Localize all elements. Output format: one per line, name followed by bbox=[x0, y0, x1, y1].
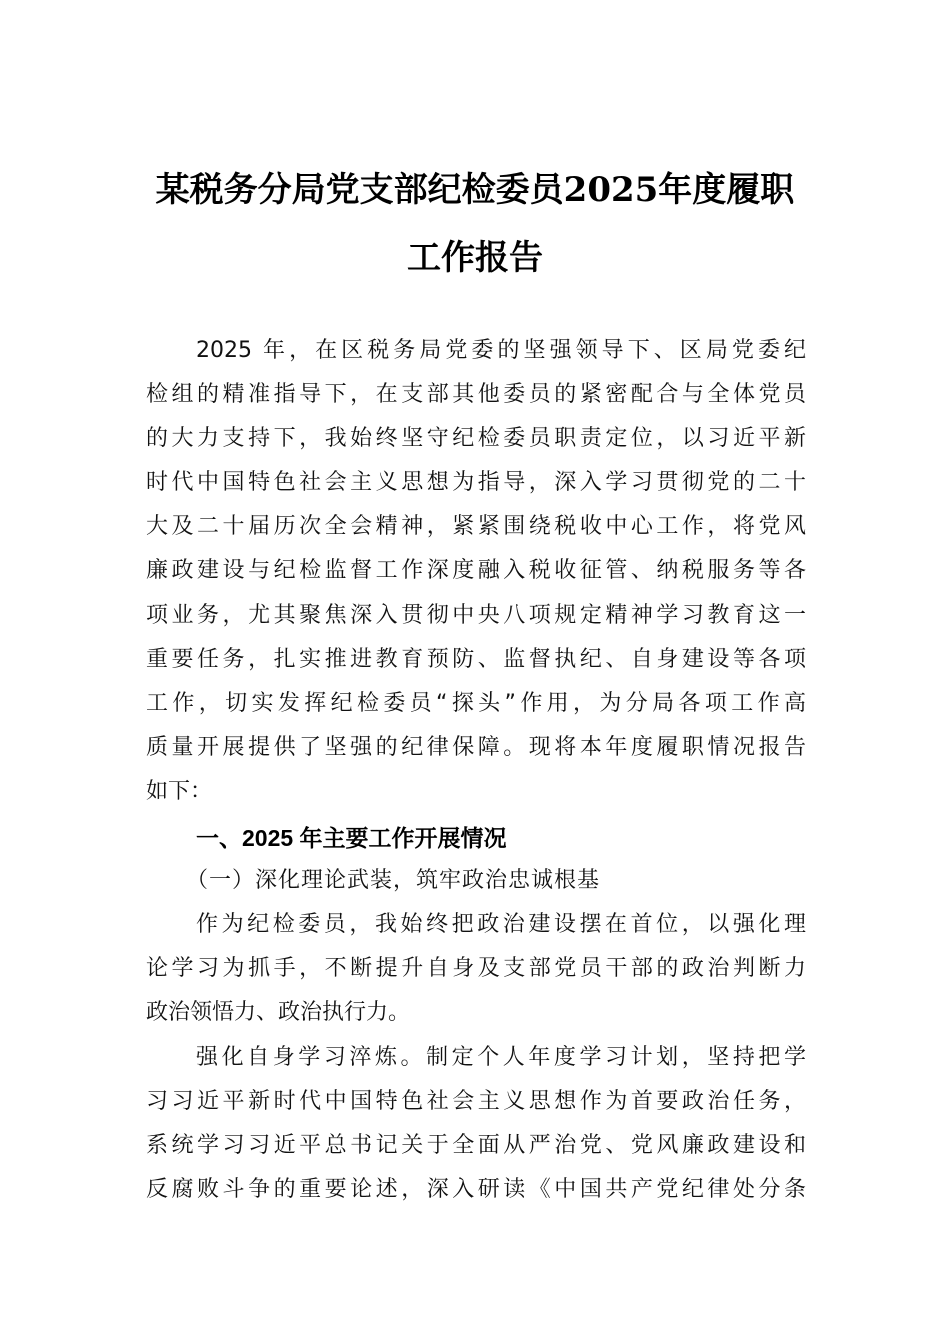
intro-paragraph-line: 大及二十届历次全会精神，紧紧围绕税收中心工作，将党风 bbox=[146, 514, 806, 539]
document-title-line-1: 某税务分局党支部纪检委员2025年度履职 bbox=[155, 170, 795, 210]
body-paragraph-line: 系统学习习近平总书记关于全面从严治党、党风廉政建设和 bbox=[146, 1133, 806, 1158]
body-paragraph-line: 政治领悟力、政治执行力。 bbox=[146, 1000, 411, 1025]
body-paragraph-line: 强化自身学习淬炼。制定个人年度学习计划，坚持把学 bbox=[196, 1045, 806, 1070]
intro-paragraph-line: 如下： bbox=[146, 779, 213, 804]
intro-paragraph-line: 时代中国特色社会主义思想为指导，深入学习贯彻党的二十 bbox=[146, 470, 806, 495]
body-paragraph-line: 作为纪检委员，我始终把政治建设摆在首位，以强化理 bbox=[196, 912, 806, 937]
body-paragraph-line: 论学习为抓手，不断提升自身及支部党员干部的政治判断力 bbox=[146, 956, 806, 981]
document-title-line-2: 工作报告 bbox=[407, 238, 543, 278]
section-heading-1: 一、2025 年主要工作开展情况 bbox=[196, 825, 507, 851]
intro-paragraph-line: 项业务，尤其聚焦深入贯彻中央八项规定精神学习教育这一 bbox=[146, 603, 806, 628]
intro-paragraph-line: 的大力支持下，我始终坚守纪检委员职责定位，以习近平新 bbox=[146, 426, 806, 451]
intro-paragraph-line: 重要任务，扎实推进教育预防、监督执纪、自身建设等各项 bbox=[146, 647, 806, 672]
intro-paragraph-line: 廉政建设与纪检监督工作深度融入税收征管、纳税服务等各 bbox=[146, 558, 806, 583]
subsection-heading-1: （一）深化理论武装，筑牢政治忠诚根基 bbox=[186, 868, 601, 893]
body-paragraph-line: 习习近平新时代中国特色社会主义思想作为首要政治任务， bbox=[146, 1089, 806, 1114]
intro-paragraph-line: 2025 年，在区税务局党委的坚强领导下、区局党委纪 bbox=[196, 338, 806, 363]
intro-paragraph-line: 质量开展提供了坚强的纪律保障。现将本年度履职情况报告 bbox=[146, 735, 806, 760]
body-paragraph-line: 反腐败斗争的重要论述，深入研读《中国共产党纪律处分条 bbox=[146, 1177, 806, 1202]
intro-paragraph-line: 工作，切实发挥纪检委员“探头”作用，为分局各项工作高 bbox=[146, 691, 806, 716]
intro-paragraph-line: 检组的精准指导下，在支部其他委员的紧密配合与全体党员 bbox=[146, 382, 806, 407]
